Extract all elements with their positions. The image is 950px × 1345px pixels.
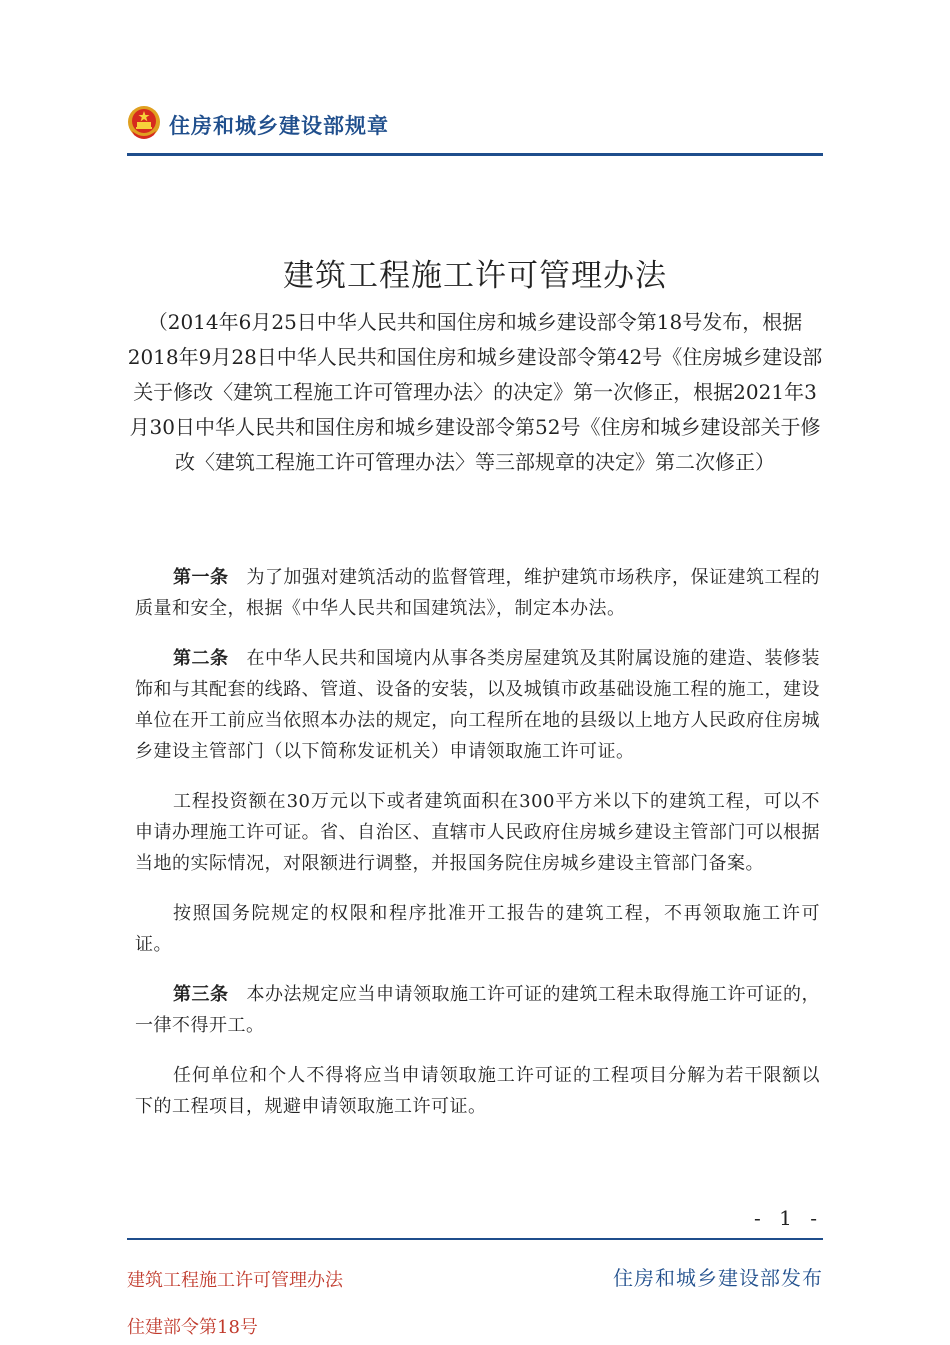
footer-rule: [127, 1238, 823, 1240]
document-body: [135, 562, 820, 1141]
header-title: 住房和城乡建设部规章: [169, 114, 389, 138]
paragraph-text: 工程投资额在30万元以下或者建筑面积在300平方米以下的建筑工程，可以不申请办理施工许可证。省、自治区、直辖市人民政府住房城乡建设主管部门可以根据当地的实际情况，对限额进行调整，并报国务院住房城乡建设主管部门备案。: [135, 791, 820, 874]
footer-order-number: 住建部令第18号: [127, 1317, 258, 1338]
page-number: - 1 -: [754, 1206, 823, 1230]
paragraph: [135, 562, 820, 624]
footer-document-name: 建筑工程施工许可管理办法: [127, 1270, 343, 1291]
document-subtitle: （2014年6月25日中华人民共和国住房和城乡建设部令第18号发布，根据2018年9月28日中华人民共和国住房和城乡建设部令第42号《住房城乡建设部关于修改〈建筑工程施工许可管理办法〉的决定》第一次修正，根据2021年3月30日中华人民共和国住房和城乡建设部令第52号《住房和城乡建设部关于修改〈建筑工程施工许可管理办法〉等三部规章的决定》第二次修正）: [127, 310, 823, 474]
paragraph: [135, 786, 820, 879]
paragraph-text: 本办法规定应当申请领取施工许可证的建筑工程未取得施工许可证的，一律不得开工。: [135, 984, 820, 1036]
article-label: 第一条: [173, 567, 229, 588]
paragraph: [135, 1060, 820, 1122]
footer-publisher: 住房和城乡建设部发布: [613, 1266, 823, 1290]
paragraph-text: 任何单位和个人不得将应当申请领取施工许可证的工程项目分解为若干限额以下的工程项目，规避申请领取施工许可证。: [135, 1065, 820, 1117]
paragraph: [135, 979, 820, 1041]
national-emblem-icon: [127, 105, 161, 141]
document-title: 建筑工程施工许可管理办法: [283, 258, 667, 294]
paragraph-text: 按照国务院规定的权限和程序批准开工报告的建筑工程，不再领取施工许可证。: [135, 903, 820, 955]
article-label: 第二条: [173, 648, 229, 669]
page-header: [127, 100, 823, 156]
paragraph-text: 在中华人民共和国境内从事各类房屋建筑及其附属设施的建造、装修装饰和与其配套的线路、管道、设备的安装，以及城镇市政基础设施工程的施工，建设单位在开工前应当依照本办法的规定，向工程所在地的县级以上地方人民政府住房城乡建设主管部门（以下简称发证机关）申请领取施工许可证。: [135, 648, 820, 762]
paragraph: [135, 643, 820, 767]
paragraph-text: 为了加强对建筑活动的监督管理，维护建筑市场秩序，保证建筑工程的质量和安全，根据《中华人民共和国建筑法》，制定本办法。: [135, 567, 820, 619]
article-label: 第三条: [173, 984, 229, 1005]
paragraph: [135, 898, 820, 960]
header-rule: [127, 153, 823, 156]
